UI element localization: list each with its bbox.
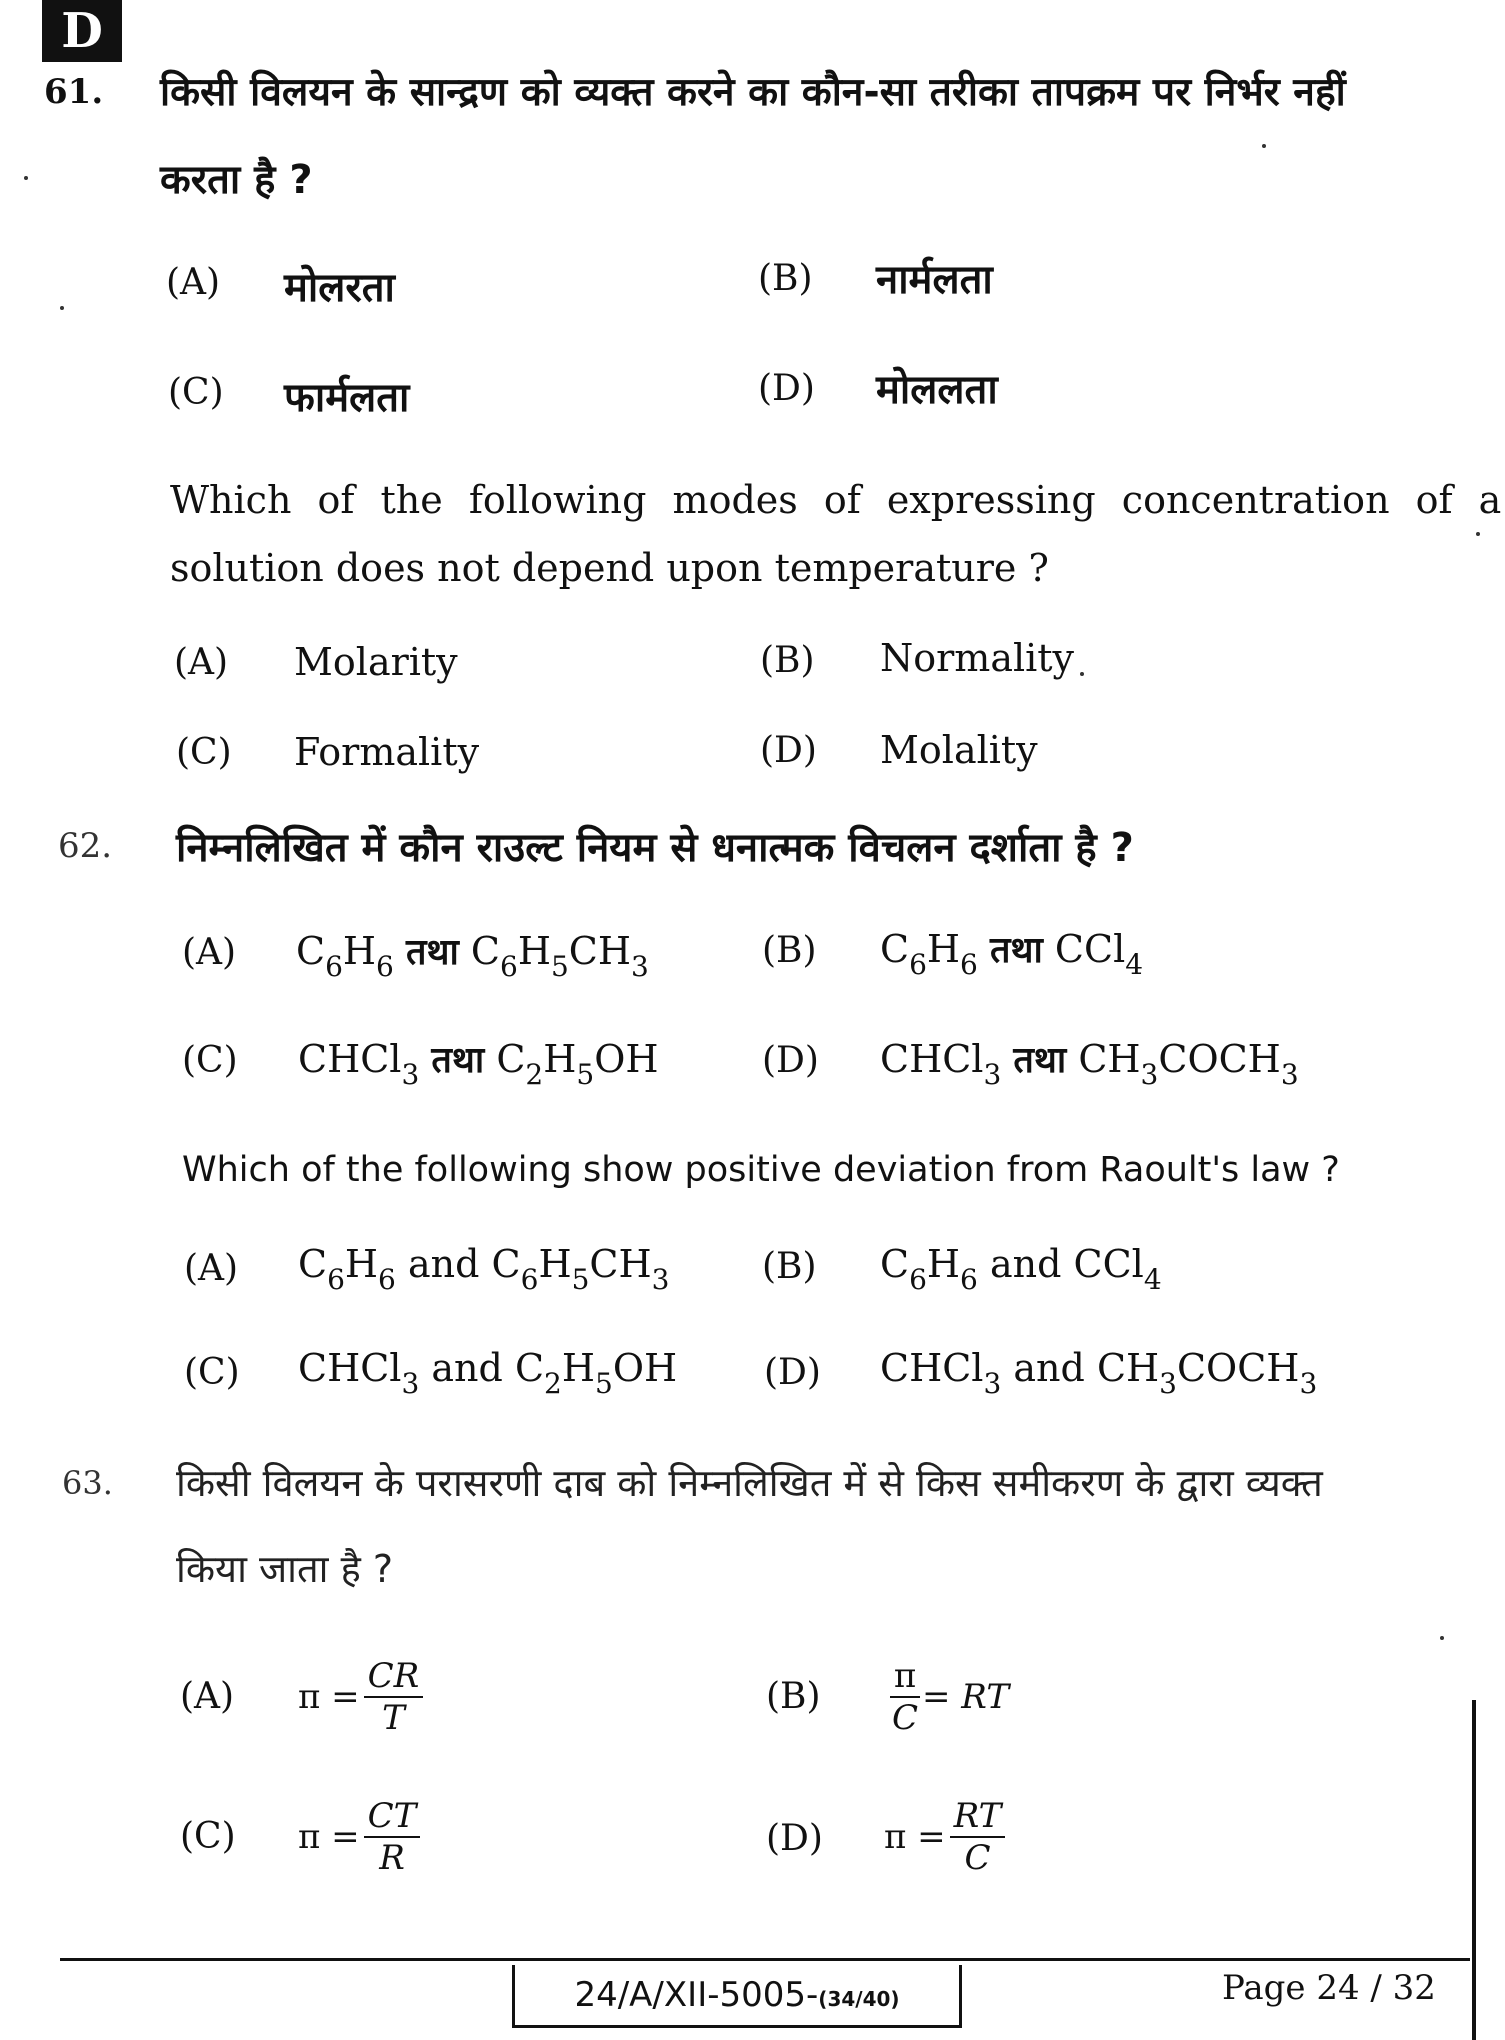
question-number-62: 62. [58,826,113,866]
q61-en-option-c: Formality [294,730,480,774]
q62-hi-option-c: CHCl$_3$ तथा $C_2H_5OH$ [298,1037,659,1091]
q61-hi-option-a: मोलरता [284,265,395,311]
scan-speck [1080,672,1084,676]
q63-option-b-label: (B) [766,1676,821,1717]
q62-en-option-a-label: (A) [184,1248,239,1289]
scan-speck [24,176,28,180]
q63-hindi-line2: किया जाता है ? [176,1547,394,1591]
q61-en-option-b-label: (B) [760,640,815,681]
q61-hi-option-c-label: (C) [168,372,224,413]
q61-en-option-d: Molality [880,728,1038,772]
footer-rule [60,1958,1470,1961]
q63-option-b-formula: $\frac{\pi}{C}$ = RT [884,1656,1009,1738]
q62-hindi-question: निम्नलिखित में कौन राउल्ट नियम से धनात्मक विचलन दर्शाता है ? [176,825,1134,871]
q63-hindi-line1: किसी विलयन के परासरणी दाब को निम्नलिखित में से किस समीकरण के द्वारा व्यक्त [176,1461,1323,1505]
question-number-63: 63. [62,1464,113,1502]
q62-hi-option-a: $C_6H_6$ तथा $C_6H_5CH_3$ [296,929,649,983]
q62-hi-option-c-label: (C) [182,1040,238,1081]
q61-hindi-line2: करता है ? [160,157,313,203]
q62-hi-option-b-label: (B) [762,930,817,971]
q61-english-line2: solution does not depend upon temperature ? [170,546,1049,590]
q61-en-option-a-label: (A) [174,642,229,683]
question-number-61: 61. [44,72,104,112]
q63-option-c-formula: π = $\frac{CT}{R}$ [298,1796,420,1878]
q61-hi-option-b: नार्मलता [876,257,993,303]
q62-hi-option-a-label: (A) [182,932,237,973]
page-edge-rule [1472,1700,1476,2040]
q63-option-a-formula: π = $\frac{CR}{T}$ [298,1656,423,1738]
q61-hi-option-d: मोललता [876,367,998,413]
scan-speck [1262,144,1266,148]
q62-english-question: Which of the following show positive deviation from Raoult's law ? [182,1150,1340,1190]
q61-en-option-d-label: (D) [760,730,817,771]
q63-option-c-label: (C) [180,1816,236,1857]
q61-hi-option-a-label: (A) [166,262,221,303]
q61-english-line1: Which of the following modes of expressing concentration of a [170,478,1502,522]
q61-hi-option-d-label: (D) [758,368,815,409]
scan-speck [1476,532,1480,536]
q62-en-option-c-label: (C) [184,1352,240,1393]
scan-speck [60,306,64,310]
q61-en-option-a: Molarity [294,640,458,684]
page-number: Page 24 / 32 [1222,1968,1436,2008]
q63-option-a-label: (A) [180,1676,235,1717]
q62-en-option-a: $C_6H_6$ and $C_6H_5CH_3$ [298,1242,670,1296]
q61-hindi-line1: किसी विलयन के सान्द्रण को व्यक्त करने का कौन-सा तरीका तापक्रम पर निर्भर नहीं [160,70,1346,115]
q62-hi-option-b: $C_6H_6$ तथा CCl$_4$ [880,927,1144,981]
q62-en-option-d-label: (D) [764,1352,821,1393]
q62-hi-option-d-label: (D) [762,1040,819,1081]
q62-en-option-b: $C_6H_6$ and CCl$_4$ [880,1242,1162,1296]
q63-option-d-formula: π = $\frac{RT}{C}$ [884,1796,1005,1878]
q61-hi-option-b-label: (B) [758,258,813,299]
q62-en-option-c: CHCl$_3$ and $C_2H_5OH$ [298,1346,678,1400]
q62-hi-option-d: CHCl$_3$ तथा $CH_3COCH_3$ [880,1037,1299,1091]
q61-en-option-c-label: (C) [176,732,232,773]
paper-code: 24/A/XII-5005-(34/40) [512,1965,962,2028]
q61-hi-option-c: फार्मलता [284,375,410,421]
q62-en-option-d: CHCl$_3$ and $CH_3COCH_3$ [880,1346,1318,1400]
set-badge: D [42,0,122,62]
q61-en-option-b: Normality [880,636,1075,680]
q62-en-option-b-label: (B) [762,1246,817,1287]
q63-option-d-label: (D) [766,1818,823,1859]
scan-speck [1440,1636,1444,1640]
